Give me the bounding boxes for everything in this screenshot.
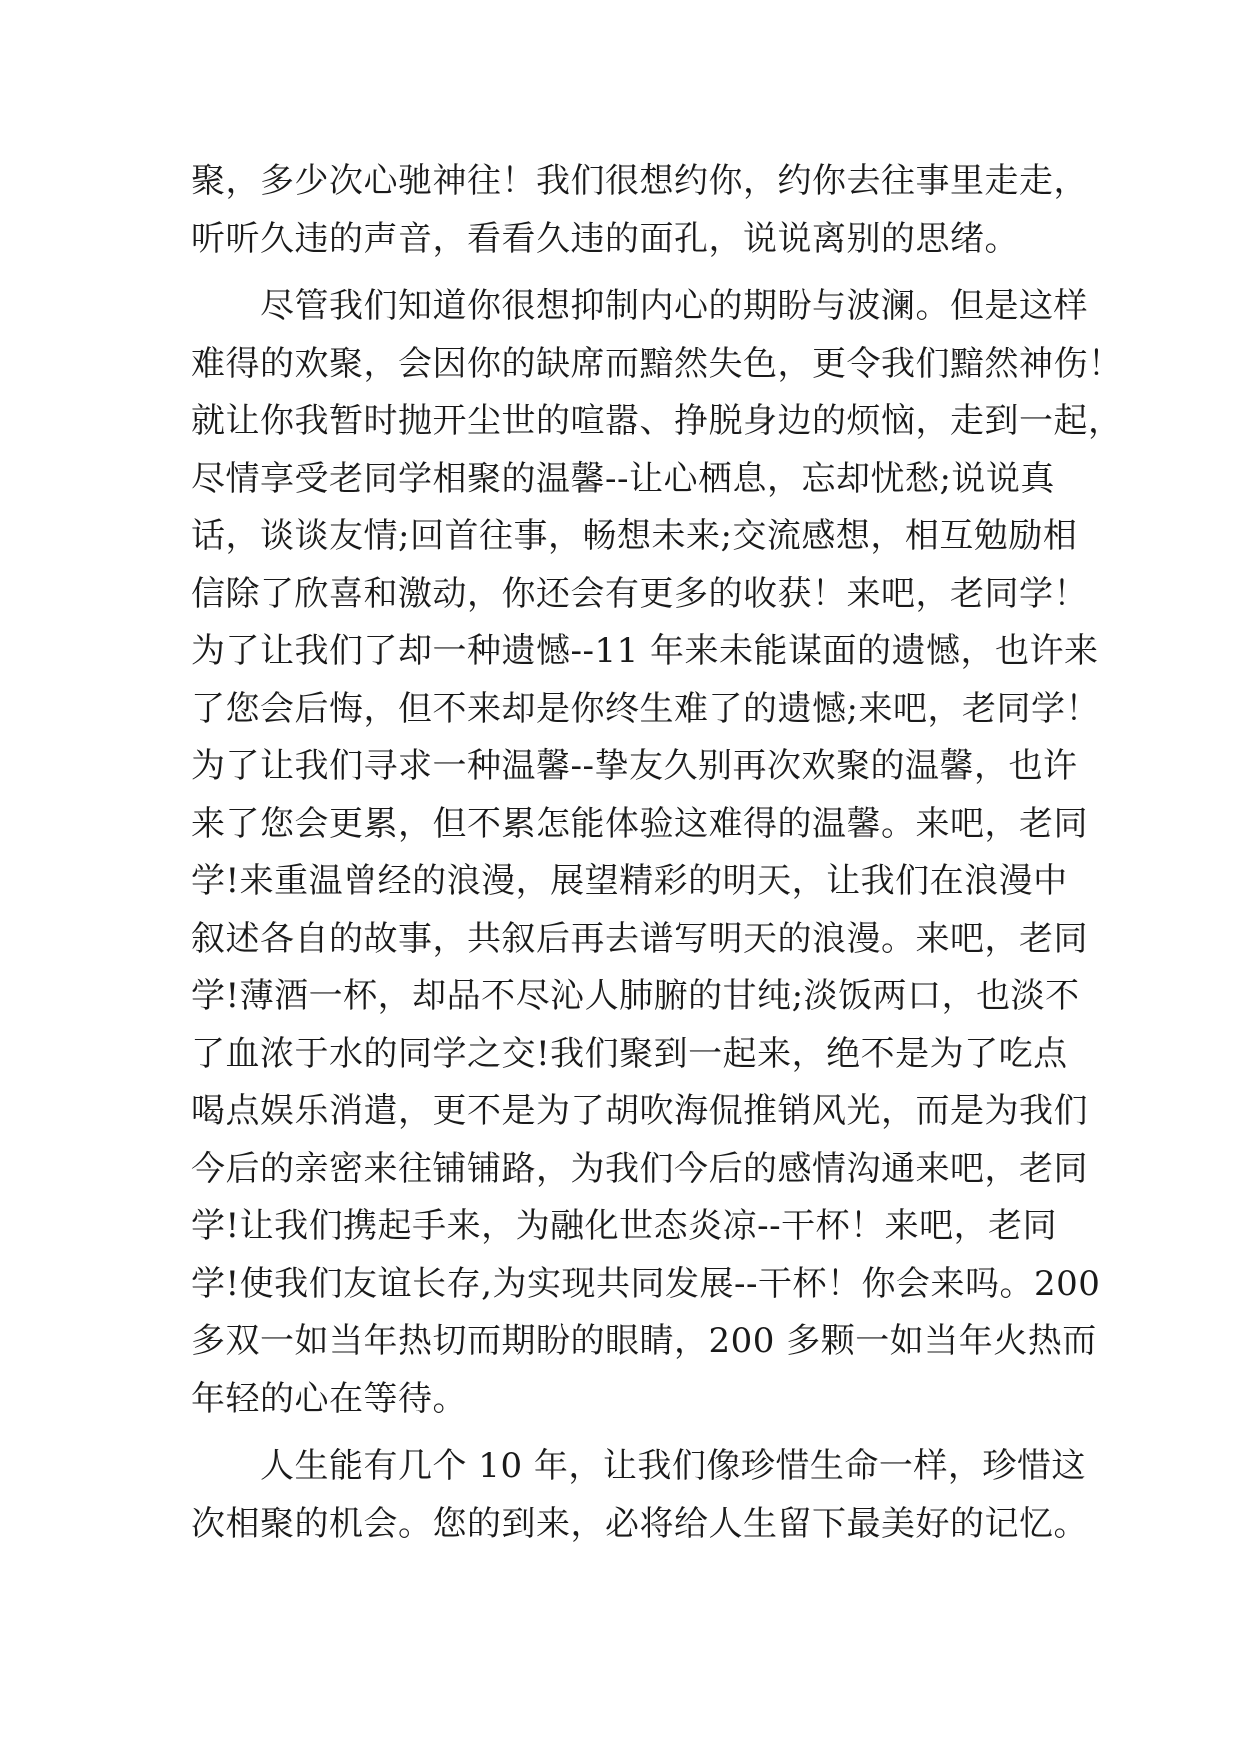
text-line: 尽情享受老同学相聚的温馨--让心栖息，忘却忧愁;说说真 — [191, 458, 1055, 499]
text-line: 次相聚的机会。您的到来，必将给人生留下最美好的记忆。 — [191, 1503, 1088, 1544]
text-line: 多双一如当年热切而期盼的眼睛，200 多颗一如当年火热而 — [191, 1321, 1097, 1361]
text-line: 年轻的心在等待。 — [191, 1378, 467, 1419]
text-line: 学!使我们友谊长存,为实现共同发展--干杯！你会来吗。200 — [191, 1263, 1101, 1304]
text-line: 聚，多少次心驰神往！我们很想约你，约你去往事里走走， — [191, 161, 1088, 201]
text-line: 了您会后悔，但不来却是你终生难了的遗憾;来吧，老同学！ — [191, 688, 1100, 729]
text-line: 喝点娱乐消遣，更不是为了胡吹海侃推销风光，而是为我们 — [191, 1091, 1088, 1131]
body-text — [191, 153, 1123, 1553]
text-line: 了血浓于水的同学之交!我们聚到一起来，绝不是为了吃点 — [191, 1033, 1068, 1074]
paragraph-start-line: 尽管我们知道你很想抑制内心的期盼与波澜。但是这样 — [191, 286, 1088, 326]
text-line: 话，谈谈友情;回首往事，畅想未来;交流感想，相互勉励相 — [191, 516, 1078, 556]
text-line: 学!来重温曾经的浪漫，展望精彩的明天，让我们在浪漫中 — [191, 861, 1068, 901]
text-line: 难得的欢聚，会因你的缺席而黯然失色，更令我们黯然神伤！ — [191, 343, 1123, 384]
text-line: 就让你我暂时抛开尘世的喧嚣、挣脱身边的烦恼，走到一起， — [191, 401, 1123, 441]
text-line: 学!让我们携起手来，为融化世态炎凉--干杯！来吧，老同 — [191, 1206, 1058, 1246]
text-line: 为了让我们了却一种遗憾--11 年来未能谋面的遗憾，也许来 — [191, 631, 1099, 671]
text-line: 听听久违的声音，看看久违的面孔，说说离别的思绪。 — [191, 218, 1019, 259]
text-line: 今后的亲密来往铺铺路，为我们今后的感情沟通来吧，老同 — [191, 1148, 1088, 1189]
text-line: 叙述各自的故事，共叙后再去谱写明天的浪漫。来吧，老同 — [191, 918, 1088, 959]
text-line: 为了让我们寻求一种温馨--挚友久别再次欢聚的温馨，也许 — [191, 746, 1078, 786]
paragraph-start-line: 人生能有几个 10 年，让我们像珍惜生命一样，珍惜这 — [191, 1446, 1086, 1486]
text-line: 信除了欣喜和激动，你还会有更多的收获！来吧，老同学！ — [191, 573, 1088, 614]
text-line: 来了您会更累，但不累怎能体验这难得的温馨。来吧，老同 — [191, 803, 1088, 844]
text-line: 学!薄酒一杯，却品不尽沁人肺腑的甘纯;淡饭两口，也淡不 — [191, 976, 1080, 1016]
